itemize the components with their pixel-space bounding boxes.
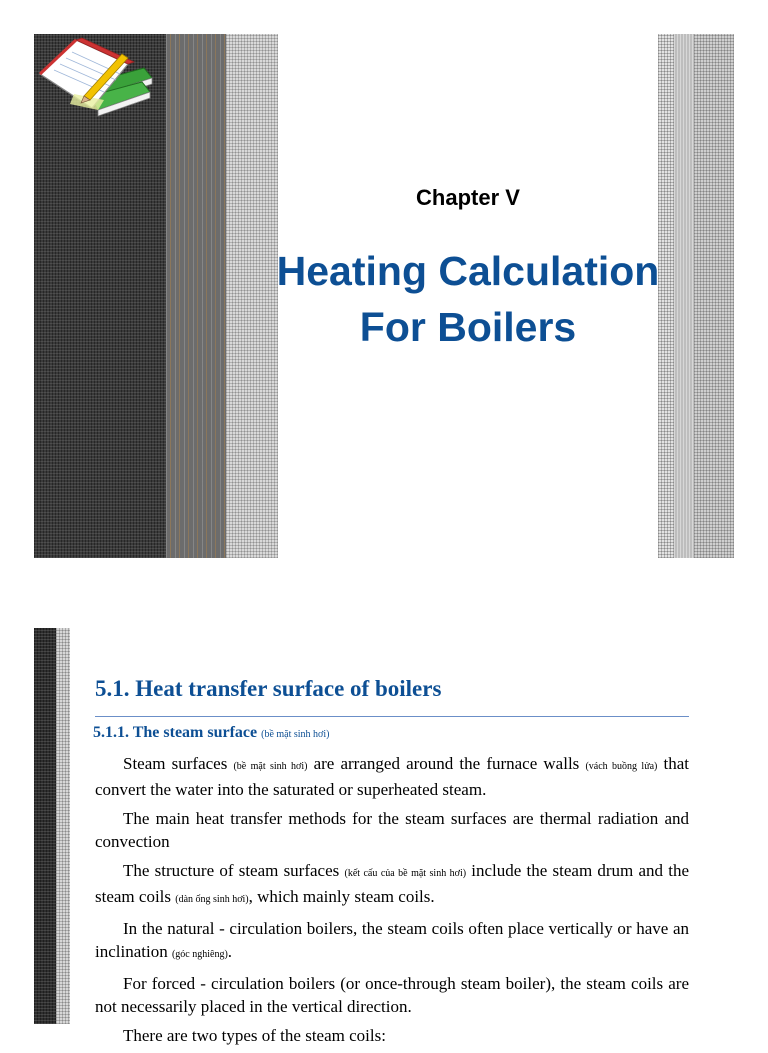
- paragraph-2: The main heat transfer methods for the steam surfaces are thermal radiation and convection: [95, 809, 689, 851]
- translation-note: (góc nghiêng): [171, 949, 228, 960]
- open-book-icon: [34, 34, 154, 130]
- translation-note: (vách buồng lửa): [585, 761, 658, 772]
- slide-title-line-2: For Boilers: [359, 304, 577, 350]
- slide-title-line-1: Heating Calculation: [276, 248, 660, 294]
- text-run: The structure of steam surfaces: [123, 861, 340, 880]
- chapter-label: Chapter V: [416, 185, 520, 210]
- decorative-stripe-light: [56, 628, 70, 1024]
- paragraph-4: [95, 917, 689, 966]
- subsection-heading-note: (bề mặt sinh hơi): [261, 729, 330, 740]
- subsection-heading: [93, 724, 687, 742]
- paragraph-5: For forced - circulation boilers (or once-through steam boiler), the steam coils are not necessarily placed in the vertical direction.: [95, 974, 689, 1016]
- translation-note: (kết cấu của bề mặt sinh hơi): [344, 868, 467, 879]
- subsection-heading-text: 5.1.1. The steam surface: [93, 724, 258, 741]
- content-slide: [0, 600, 768, 1045]
- slide-title: [240, 243, 696, 355]
- paragraph-3: [95, 859, 689, 911]
- text-run: Steam surfaces: [123, 754, 228, 773]
- translation-note: (dàn ống sinh hơi): [175, 894, 249, 905]
- section-heading: 5.1. Heat transfer surface of boilers: [95, 676, 442, 701]
- text-run: include the steam drum and the steam coils: [95, 861, 689, 906]
- text-run: .: [227, 942, 233, 961]
- decorative-stripe-dark: [34, 628, 56, 1024]
- text-run: that convert the water into the saturated or superheated steam.: [95, 754, 690, 799]
- text-run: are arranged around the furnace walls: [313, 754, 580, 773]
- body-text: [95, 752, 689, 1053]
- paragraph-1: [95, 752, 689, 801]
- translation-note: (bề mặt sinh hơi): [233, 761, 308, 772]
- text-run: In the natural - circulation boilers, the steam coils often place vertically or have an inclination: [95, 919, 689, 961]
- decorative-stripe-mid: [166, 34, 226, 558]
- paragraph-6: There are two types of the steam coils:: [123, 1026, 386, 1045]
- heading-divider: [95, 716, 689, 717]
- text-run: , which mainly steam coils.: [248, 887, 435, 906]
- decorative-stripe-right-3: [694, 34, 734, 558]
